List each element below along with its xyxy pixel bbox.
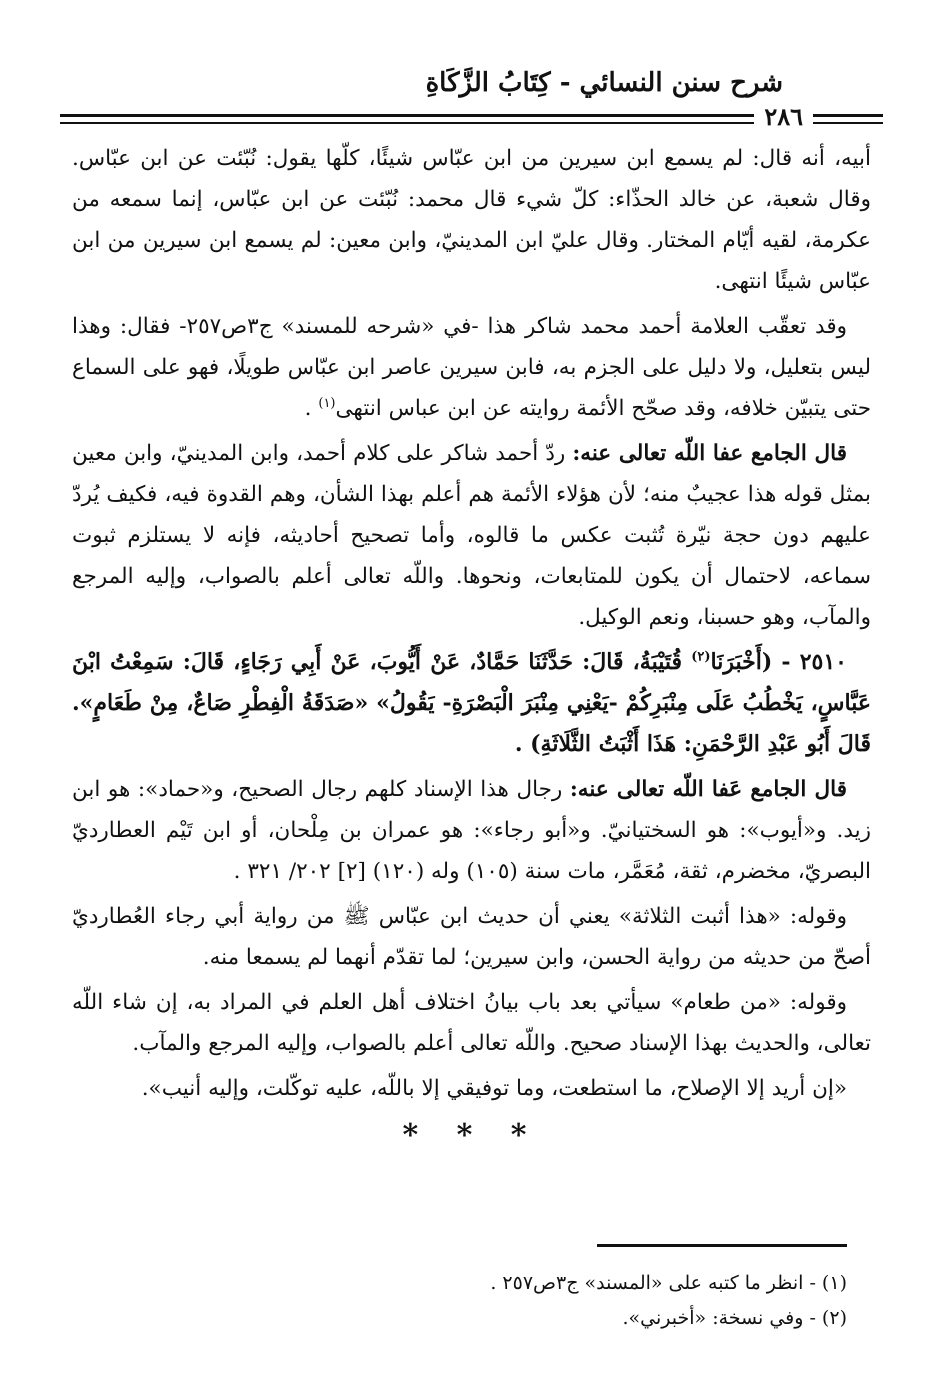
- paragraph-6: وقوله: «من طعام» سيأتي بعد باب بيانُ اختلاف أهل العلم في المراد به، إن شاء اللّه تعالى، والحديث بهذا الإسناد صحيح. واللّه تعالى أعلم بالصواب، وإليه المرجع والمآب.: [72, 990, 871, 1056]
- paragraph-5: وقوله: «هذا أثبت الثلاثة» يعني أن حديث ابن عبّاس ﷺ من رواية أبي رجاء العُطارديّ أصحّ من حديثه من رواية الحسن، وابن سيرين؛ لما تقدّم أنهما لم يسمعا منه.: [72, 904, 871, 970]
- compiler-note-label: قال الجامع عفا اللّه تعالى عنه:: [572, 441, 847, 466]
- footnote-ref-2: (٢): [691, 649, 711, 665]
- paragraph-2-text: وقد تعقّب العلامة أحمد محمد شاكر هذا -في «شرحه للمسند» ج٣ص٢٥٧- فقال: وهذا ليس بتعليل، ولا دليل على الجزم به، فابن سيرين عاصر ابن عبّاس طويلًا، فهو على السماع حتى يتبيّن خلافه، وقد صحّح الأئمة روايته عن ابن عباس انتهى: [72, 314, 871, 421]
- compiler-note-label-2: قال الجامع عَفا اللّه تعالى عنه:: [569, 777, 847, 802]
- paragraph-2: [72, 306, 871, 429]
- paragraph-2-end: .: [304, 396, 312, 421]
- footnote-ref-1: (١): [318, 395, 336, 411]
- footnotes: [72, 1266, 847, 1336]
- section-separator: * * *: [402, 1118, 541, 1153]
- paragraph-3: [72, 433, 871, 638]
- footnote-rule: [597, 1244, 847, 1247]
- hadith-2510: [72, 642, 871, 765]
- main-text: [72, 138, 871, 1156]
- footnote-2: (٢) - وفي نسخة: «أخبرني».: [622, 1307, 847, 1329]
- running-title: شرح سنن النسائي - كِتَابُ الزَّكَاةِ: [425, 68, 783, 98]
- paragraph-4-text: رجال هذا الإسناد كلهم رجال الصحيح، و«حماد»: هو ابن زيد. و«أيوب»: هو السختيانيّ. و«أبو رجاء»: هو عمران بن مِلْحان، أو ابن تَيْم العطارديّ البصريّ، مخضرم، ثقة، مُعَمَّر، مات سنة (١٠٥) وله (١٢٠) [٢] ٢٠٢/ ٣٢١ .: [72, 777, 871, 884]
- hadith-text-a: ٢٥١٠ - (أَخْبَرَنَا: [710, 649, 847, 675]
- paragraph-7: «إن أريد إلا الإصلاح، ما استطعت، وما توفيقي إلا باللّه، عليه توكّلت، وإليه أنيب».: [141, 1076, 847, 1101]
- paragraph-3-text: ردّ أحمد شاكر على كلام أحمد، وابن المدينيّ، وابن معين بمثل قوله هذا عجيبٌ منه؛ لأن هؤلاء الأئمة هم أعلم بهذا الشأن، وهم القدوة فيه، فكيف يُردّ عليهم دون حجة نيّرة تُثبت عكس ما قالوه، وأما تصحيح أحاديثه، فإنه لا يستلزم ثبوت سماعه، لاحتمال أن يكون للمتابعات، ونحوها. واللّه تعالى أعلم بالصواب، وإليه المرجع والمآب، وهو حسبنا، ونعم الوكيل.: [72, 441, 871, 630]
- footnote-1: (١) - انظر ما كتبه على «المسند» ج٣ص٢٥٧ .: [490, 1272, 847, 1294]
- page-header: [60, 60, 883, 131]
- paragraph-4: [72, 769, 871, 892]
- page-number: ٢٨٦: [754, 102, 813, 131]
- hadith-text-b: قُتَيْبَةُ، قَالَ: حَدَّثَنَا حَمَّادٌ، عَنْ أَيُّوبَ، عَنْ أَبِي رَجَاءٍ، قَالَ: سَمِعْتُ ابْنَ عَبَّاسٍ، يَخْطُبُ عَلَى مِنْبَرِكُمْ -يَعْنِي مِنْبَرَ الْبَصْرَةِ- يَقُولُ» «صَدَقَةُ الْفِطْرِ صَاعٌ، مِنْ طَعَامٍ». قَالَ أَبُو عَبْدِ الرَّحْمَنِ: هَذَا أَثْبَتُ الثَّلَاثَةِ) .: [72, 649, 871, 757]
- paragraph-1: أبيه، أنه قال: لم يسمع ابن سيرين من ابن عبّاس شيئًا، كلّها يقول: نُبّئت عن ابن عبّاس. وقال شعبة، عن خالد الحذّاء: كلّ شيء قال محمد: نُبّئت عن ابن عبّاس، إنما سمعه من عكرمة، لقيه أيّام المختار. وقال عليّ ابن المدينيّ، وابن معين: لم يسمع ابن سيرين من ابن عبّاس شيئًا انتهى.: [72, 146, 871, 294]
